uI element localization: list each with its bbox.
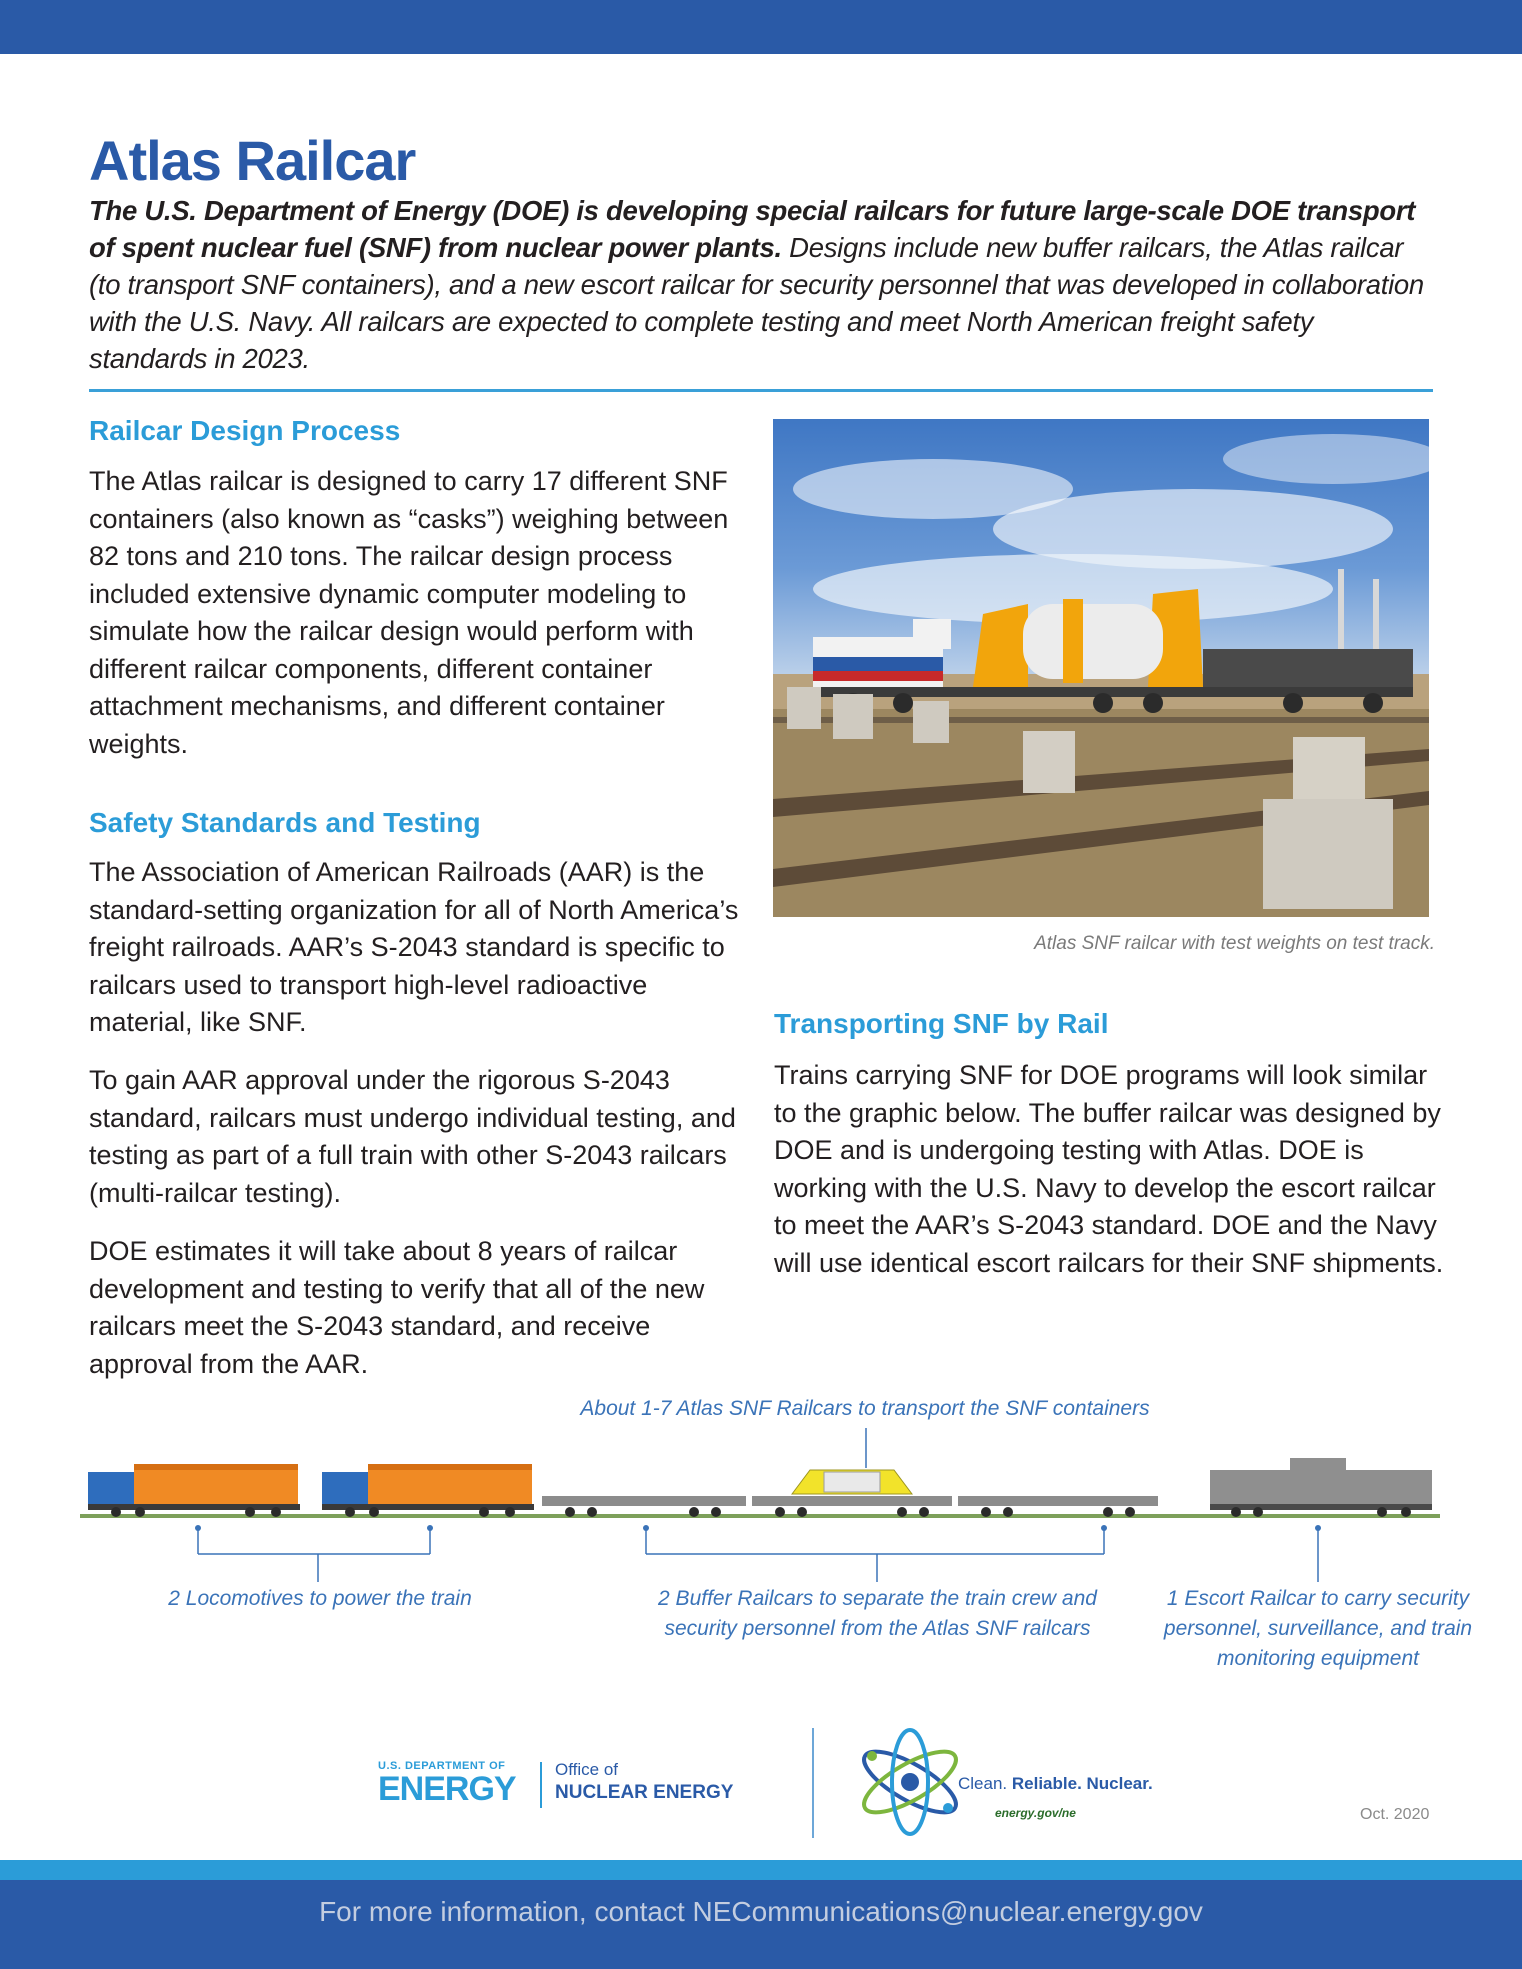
safety-paragraph-2: To gain AAR approval under the rigorous S-2043 standard, railcars must undergo individual testing, and testing as part of a full train with other S-2043 railcars (multi-railcar testing). xyxy=(89,1065,736,1208)
publication-date: Oct. 2020 xyxy=(1360,1806,1430,1823)
atlas-railcar-photo xyxy=(773,419,1429,917)
tagline-part-2: Reliable. Nuclear. xyxy=(1011,1774,1153,1793)
buffer-railcar-2 xyxy=(958,1496,1158,1517)
office-name: NUCLEAR ENERGY xyxy=(555,1782,734,1803)
transport-heading: Transporting SNF by Rail xyxy=(774,1008,1109,1039)
logo-separator xyxy=(540,1762,542,1808)
buffer-railcars-label: 2 Buffer Railcars to separate the train crew and security personnel from the Atlas SNF railcars xyxy=(658,1587,1097,1640)
top-banner xyxy=(0,0,1522,54)
escort-railcar-label: 1 Escort Railcar to carry security personnel, surveillance, and train monitoring equipment xyxy=(1163,1587,1473,1670)
doe-logo xyxy=(378,1760,516,1806)
doe-logo-small: U.S. DEPARTMENT OF xyxy=(378,1760,506,1772)
website-label: energy.gov/ne xyxy=(995,1806,1076,1820)
train-diagram xyxy=(80,1450,1440,1530)
tagline-part-1: Clean. xyxy=(958,1774,1012,1793)
doe-logo-wordmark: ENERGY xyxy=(378,1770,516,1808)
footer-accent-band xyxy=(0,1860,1522,1880)
photo-caption: Atlas SNF railcar with test weights on test track. xyxy=(1034,933,1435,954)
atlas-railcar xyxy=(752,1470,952,1517)
atom-icon xyxy=(852,1722,968,1842)
safety-heading: Safety Standards and Testing xyxy=(89,807,481,838)
locomotive-1 xyxy=(88,1464,300,1517)
safety-paragraph-1: The Association of American Railroads (AAR) is the standard-setting organization for all of North America’s freight railroads. AAR’s S-2043 standard is specific to railcars used to transport high-level radioactive material, like SNF. xyxy=(89,857,739,1037)
section-divider xyxy=(89,389,1433,392)
buffer-railcar-1 xyxy=(542,1496,746,1517)
contact-info: For more information, contact NECommunications@nuclear.energy.gov xyxy=(319,1896,1203,1927)
atlas-railcars-label: About 1-7 Atlas SNF Railcars to transport the SNF containers xyxy=(580,1397,1150,1420)
escort-railcar xyxy=(1210,1458,1432,1517)
tagline xyxy=(958,1774,1153,1794)
design-body: The Atlas railcar is designed to carry 17 different SNF containers (also known as “casks”) weighing between 82 tons and 210 tons. The railcar design process included extensive dynamic computer modeling to simulate how the railcar design would perform with different railcar components, different container attachment mechanisms, and different container weights. xyxy=(89,466,729,759)
locomotives-label: 2 Locomotives to power the train xyxy=(168,1587,472,1610)
office-of-label: Office of xyxy=(555,1760,618,1779)
transport-body: Trains carrying SNF for DOE programs will look similar to the graphic below. The buffer railcar was designed by DOE and is undergoing testing with Atlas. DOE is working with the U.S. Navy to develop the escort railcar to meet the AAR’s S-2043 standard. DOE and the Navy will use identical escort railcars for their SNF shipments. xyxy=(774,1060,1444,1278)
photo-illustration xyxy=(773,419,1429,917)
intro-text: Designs include new buffer railcars, the Atlas railcar (to transport SNF containers), and a new escort railcar for security personnel that was developed in collaboration with the U.S. Navy. All railcars are expected to complete testing and meet North American freight safety standards in 2023. xyxy=(89,232,1424,374)
design-heading: Railcar Design Process xyxy=(89,415,401,446)
footer-divider xyxy=(812,1728,814,1838)
locomotive-2 xyxy=(322,1464,534,1517)
intro-paragraph xyxy=(89,192,1434,377)
safety-paragraph-3: DOE estimates it will take about 8 years of railcar development and testing to verify that all of the new railcars meet the S-2043 standard, and receive approval from the AAR. xyxy=(89,1236,705,1379)
intro-bold-text: The U.S. Department of Energy (DOE) is developing special railcars for future large-scale DOE transport of spent nuclear fuel (SNF) from nuclear power plants. xyxy=(89,195,1416,263)
page-title: Atlas Railcar xyxy=(89,129,416,192)
